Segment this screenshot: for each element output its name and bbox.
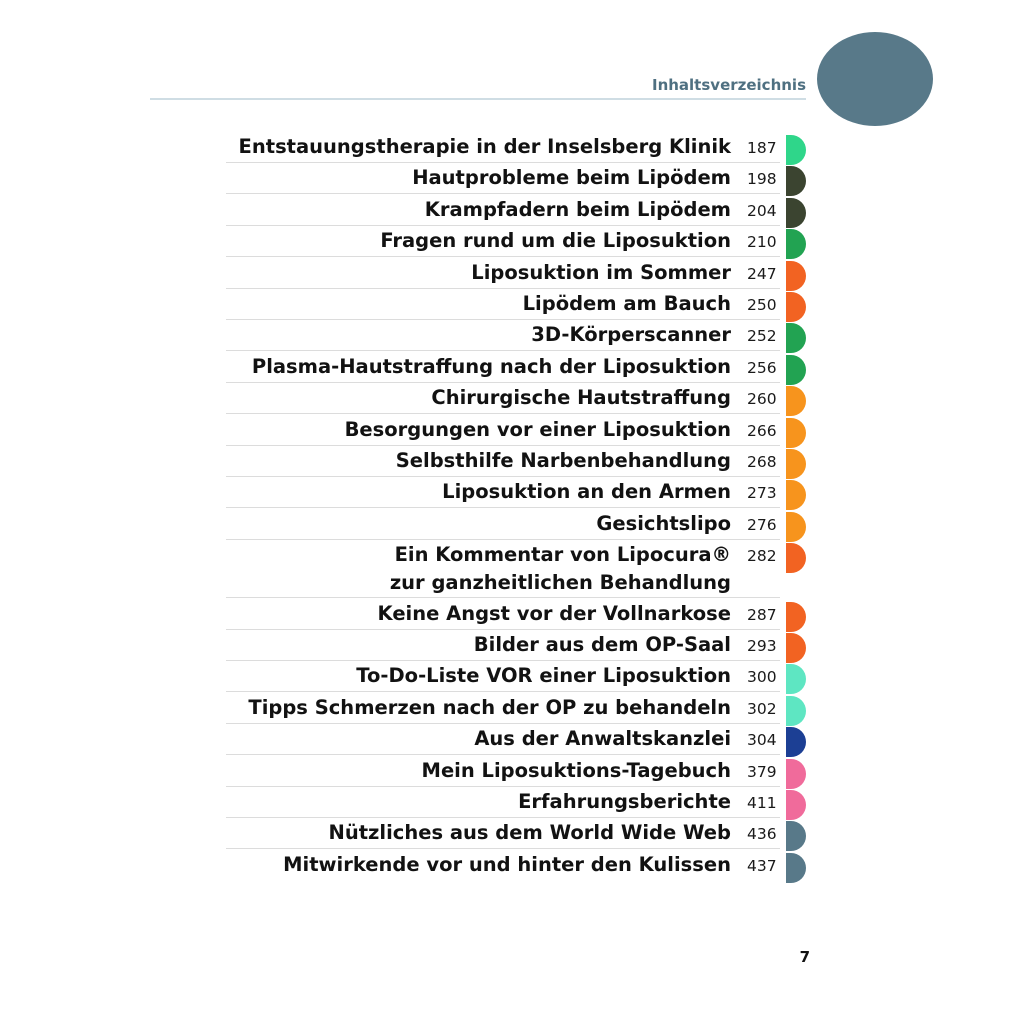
toc-row-divider [226,754,780,755]
toc-row-divider [226,629,780,630]
toc-entry-title: Hautprobleme beim Lipödem [412,166,731,190]
toc-entry-page-number: 273 [747,484,777,503]
toc-row-divider [226,786,780,787]
toc-entry-title: Besorgungen vor einer Liposuktion [344,417,731,441]
toc-entry-page-number: 266 [747,421,777,440]
toc-entry-page-number: 411 [747,794,777,812]
toc-entry-page-number: 256 [747,358,777,377]
toc-entry-page-number: 252 [747,327,777,346]
toc-row-divider [226,413,780,414]
toc-row-divider [226,691,780,692]
toc-entry-page-number: 282 [747,547,777,566]
chapter-color-tab [786,821,806,851]
chapter-color-tab [786,759,806,789]
toc-entry-title: Ein Kommentar von Lipocura® zur ganzheitlichen Behandlung [389,543,731,595]
toc-row-divider [226,597,780,598]
toc-entry-title: Mitwirkende vor und hinter den Kulissen [283,852,731,876]
chapter-color-tab [786,323,806,353]
toc-entry-page-number: 302 [747,699,777,718]
toc-entry-page-number: 187 [747,139,777,157]
chapter-color-tab [786,790,806,820]
chapter-color-tab [786,418,806,448]
chapter-color-tab [786,602,806,632]
toc-entry-page-number: 379 [747,762,777,781]
chapter-color-tab [786,543,806,573]
chapter-color-tab [786,512,806,542]
toc-entry-title: Liposuktion an den Armen [442,480,731,504]
chapter-color-tab [786,292,806,322]
chapter-color-tab [786,449,806,479]
toc-row-divider [226,445,780,446]
toc-entry-page-number: 437 [747,856,777,875]
chapter-color-tab [786,480,806,510]
chapter-color-tab [786,261,806,291]
chapter-color-tab [786,727,806,757]
page-number: 7 [799,948,810,966]
toc-entry-page-number: 210 [747,233,777,252]
chapter-color-tab [786,664,806,694]
chapter-color-tab [786,166,806,196]
chapter-color-tab [786,135,806,165]
toc-entry-title: Krampfadern beim Lipödem [424,197,731,221]
toc-row-divider [226,507,780,508]
toc-entry-title: Nützliches aus dem World Wide Web [328,821,731,845]
toc-entry-title: Aus der Anwaltskanzlei [474,727,731,751]
chapter-color-tab [786,633,806,663]
toc-entry-title: Lipödem am Bauch [522,292,731,315]
toc-row-divider [226,848,780,849]
chapter-color-tab [786,696,806,726]
toc-entry-title: Bilder aus dem OP-Saal [473,633,731,656]
toc-entry-title: Gesichtslipo [596,511,731,535]
toc-row-divider [226,162,780,163]
toc-entry-page-number: 287 [747,605,777,624]
toc-entry-page-number: 204 [747,201,777,220]
toc-entry-title: Tipps Schmerzen nach der OP zu behandeln [248,695,731,719]
toc-entry-page-number: 293 [747,637,777,655]
toc-entry-title: Keine Angst vor der Vollnarkose [377,601,731,625]
chapter-color-tab [786,853,806,883]
chapter-color-tab [786,355,806,385]
toc-row-divider [226,193,780,194]
toc-entry-title: Plasma-Hautstraffung nach der Liposuktion [251,354,731,378]
toc-entry-title: 3D-Körperscanner [531,323,731,347]
toc-entry-title: Erfahrungsberichte [518,790,731,813]
toc-entry-page-number: 260 [747,390,777,409]
toc-row-divider [226,817,780,818]
toc-entry-title: Liposuktion im Sommer [471,260,731,284]
toc-row-divider [226,256,780,257]
toc-entry-title: Entstauungstherapie in der Inselsberg Klinik [238,135,731,158]
toc-entry-title: Chirurgische Hautstraffung [431,386,731,410]
section-header-title: Inhaltsverzeichnis [651,76,806,94]
toc-entry-title: Mein Liposuktions-Tagebuch [421,758,731,782]
chapter-color-tab [786,386,806,416]
toc-entry-page-number: 436 [747,825,777,844]
toc-entry-page-number: 304 [747,731,777,750]
toc-entry-page-number: 247 [747,264,777,283]
toc-row-divider [226,319,780,320]
toc-entry-page-number: 198 [747,170,777,189]
toc-entry-title: Fragen rund um die Liposuktion [380,229,731,253]
toc-entry-page-number: 276 [747,515,777,534]
chapter-color-tab [786,198,806,228]
toc-row-divider [226,288,780,289]
toc-row-divider [226,660,780,661]
toc-row-divider [226,539,780,540]
toc-row-divider [226,225,780,226]
toc-entry-title: Selbsthilfe Narbenbehandlung [395,449,731,472]
toc-entry-page-number: 268 [747,453,777,471]
toc-row-divider [226,350,780,351]
toc-row-divider [226,382,780,383]
toc-row-divider [226,476,780,477]
toc-entry-page-number: 300 [747,668,777,687]
chapter-color-tab [786,229,806,259]
toc-entry-page-number: 250 [747,296,777,314]
toc-row-divider [226,723,780,724]
toc-entry-title: To-Do-Liste VOR einer Liposuktion [356,664,731,688]
